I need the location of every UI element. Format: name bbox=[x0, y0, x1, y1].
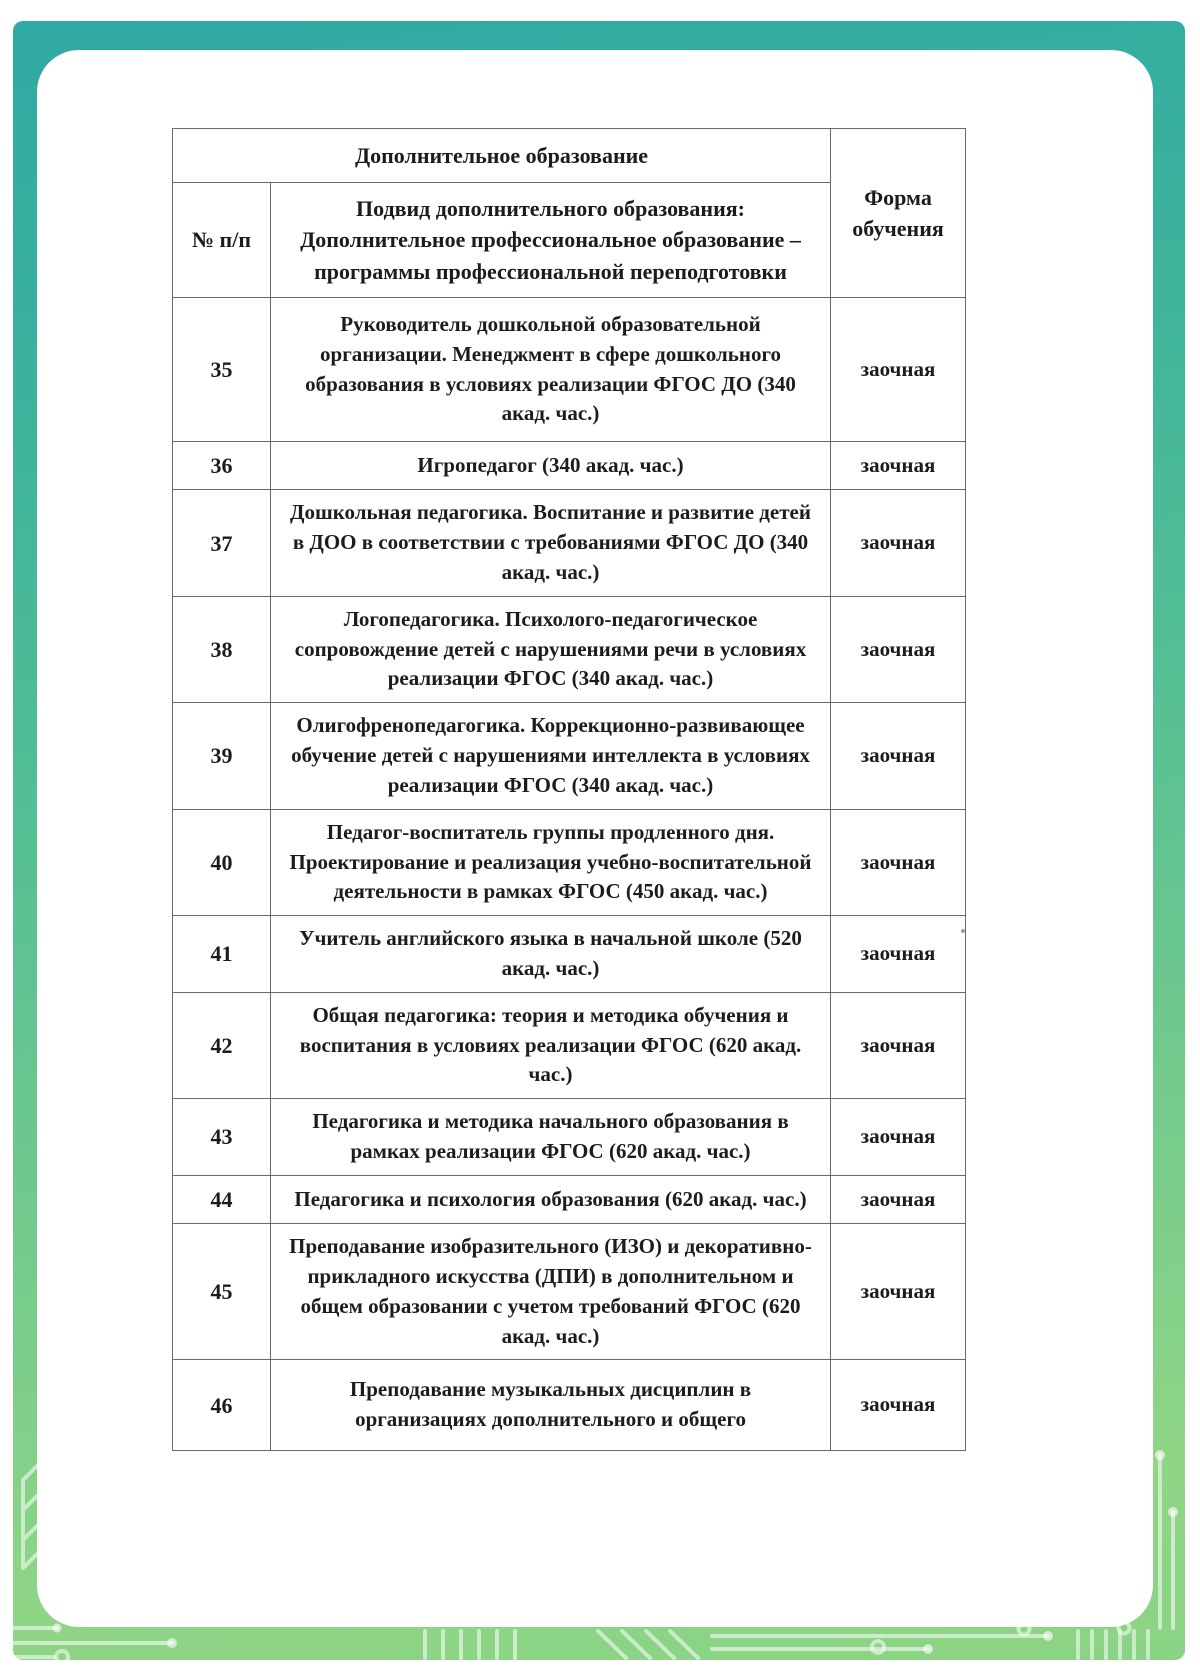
row-number: 37 bbox=[173, 490, 271, 596]
row-number: 40 bbox=[173, 809, 271, 915]
header-group-title: Дополнительное образование bbox=[173, 129, 831, 183]
row-number: 45 bbox=[173, 1224, 271, 1360]
table-row bbox=[173, 992, 966, 1098]
table-row bbox=[173, 1224, 966, 1360]
row-form: заочная bbox=[831, 703, 966, 809]
row-program: Игропедагог (340 акад. час.) bbox=[271, 442, 831, 490]
table-row bbox=[173, 1360, 966, 1451]
header-col-form: Форма обучения bbox=[831, 129, 966, 298]
row-program: Педагог-воспитатель группы продленного дня. Проектирование и реализация учебно-воспитательной деятельности в рамках ФГОС (450 акад. час.) bbox=[271, 809, 831, 915]
row-form: заочная bbox=[831, 1099, 966, 1176]
table-body bbox=[173, 297, 966, 1450]
table-row bbox=[173, 297, 966, 441]
row-number: 44 bbox=[173, 1175, 271, 1223]
row-form: заочная bbox=[831, 442, 966, 490]
row-program: Олигофренопедагогика. Коррекционно-развивающее обучение детей с нарушениями интеллекта в условиях реализации ФГОС (340 акад. час.) bbox=[271, 703, 831, 809]
table-row bbox=[173, 1175, 966, 1223]
row-form: заочная bbox=[831, 297, 966, 441]
row-number: 35 bbox=[173, 297, 271, 441]
table-row bbox=[173, 916, 966, 993]
row-number: 36 bbox=[173, 442, 271, 490]
row-number: 38 bbox=[173, 596, 271, 702]
table-row bbox=[173, 490, 966, 596]
row-form: заочная bbox=[831, 1224, 966, 1360]
scan-artifact-dot bbox=[961, 929, 965, 933]
row-number: 43 bbox=[173, 1099, 271, 1176]
row-number: 39 bbox=[173, 703, 271, 809]
header-row-group bbox=[173, 129, 966, 183]
table-row bbox=[173, 596, 966, 702]
header-col-program: Подвид дополнительного образования: Дополнительное профессиональное образование – программы профессиональной переподготовки bbox=[271, 183, 831, 298]
row-form: заочная bbox=[831, 490, 966, 596]
programs-table-container bbox=[172, 128, 965, 1451]
programs-table bbox=[172, 128, 966, 1451]
row-number: 46 bbox=[173, 1360, 271, 1451]
row-form: заочная bbox=[831, 809, 966, 915]
row-program: Логопедагогика. Психолого-педагогическое сопровождение детей с нарушениями речи в условиях реализации ФГОС (340 акад. час.) bbox=[271, 596, 831, 702]
row-form: заочная bbox=[831, 596, 966, 702]
row-form: заочная bbox=[831, 1175, 966, 1223]
row-program: Руководитель дошкольной образовательной организации. Менеджмент в сфере дошкольного образования в условиях реализации ФГОС ДО (340 акад. час.) bbox=[271, 297, 831, 441]
row-form: заочная bbox=[831, 916, 966, 993]
row-form: заочная bbox=[831, 992, 966, 1098]
row-program: Преподавание музыкальных дисциплин в организациях дополнительного и общего bbox=[271, 1360, 831, 1451]
row-form: заочная bbox=[831, 1360, 966, 1451]
header-col-num: № п/п bbox=[173, 183, 271, 298]
row-program: Преподавание изобразительного (ИЗО) и декоративно-прикладного искусства (ДПИ) в дополнительном и общем образовании с учетом требований ФГОС (620 акад. час.) bbox=[271, 1224, 831, 1360]
row-program: Педагогика и психология образования (620 акад. час.) bbox=[271, 1175, 831, 1223]
table-header bbox=[173, 129, 966, 298]
row-program: Общая педагогика: теория и методика обучения и воспитания в условиях реализации ФГОС (620 акад. час.) bbox=[271, 992, 831, 1098]
row-number: 41 bbox=[173, 916, 271, 993]
row-number: 42 bbox=[173, 992, 271, 1098]
table-row bbox=[173, 442, 966, 490]
table-row bbox=[173, 809, 966, 915]
table-row bbox=[173, 1099, 966, 1176]
row-program: Учитель английского языка в начальной школе (520 акад. час.) bbox=[271, 916, 831, 993]
row-program: Дошкольная педагогика. Воспитание и развитие детей в ДОО в соответствии с требованиями ФГОС ДО (340 акад. час.) bbox=[271, 490, 831, 596]
table-row bbox=[173, 703, 966, 809]
row-program: Педагогика и методика начального образования в рамках реализации ФГОС (620 акад. час.) bbox=[271, 1099, 831, 1176]
